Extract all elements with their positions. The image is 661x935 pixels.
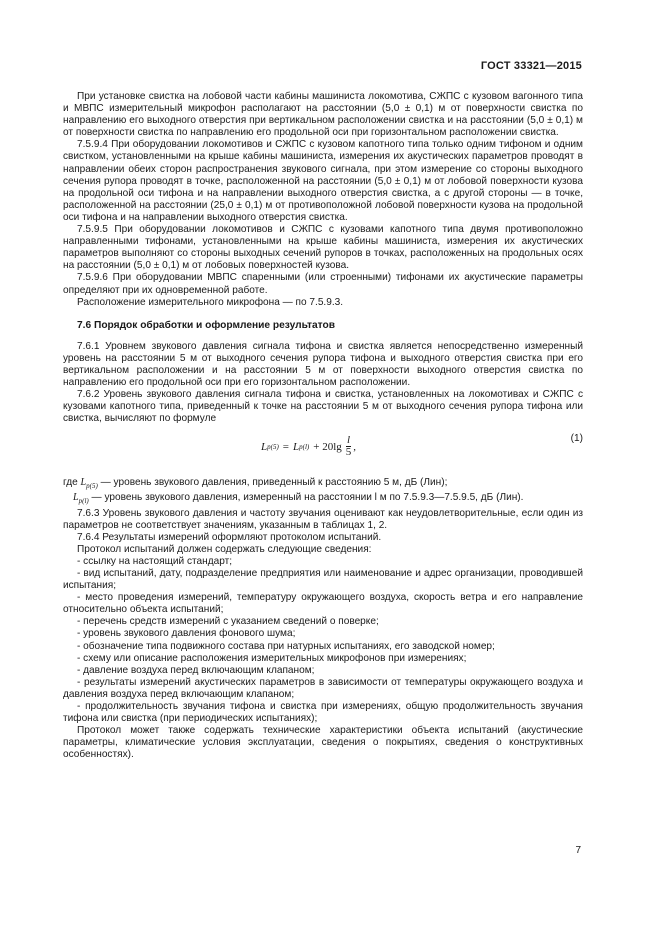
symbol-letter: L	[73, 492, 79, 504]
paragraph: Расположение измерительного микрофона — по 7.5.9.3.	[77, 296, 344, 308]
equation-number: (1)	[570, 433, 583, 445]
document-body	[63, 91, 583, 762]
paragraph: При установке свистка на лобовой части кабины машиниста локомотива, СЖПС с кузовом вагонного типа и МВПС измерительный микрофон располагают на расстоянии (5,0 ± 0,1) м от поверхности свистка по направлению его выходного отверстия при вертикальном расположении свистка и на расстоянии (5,0 ± 0,1) м от поверхности свистка по направлению его продольной оси при горизонтальном расположении свистка.	[63, 91, 583, 139]
where-symbol-1	[80, 477, 98, 491]
symbol-sub: p(5)	[86, 482, 98, 491]
paragraph-7-6-1: 7.6.1 Уровнем звукового давления сигнала тифона и свистка является непосредственно измеренный уровень на расстоянии 5 м от выходного сечения рупора тифона и выходного отверстия свистка при его вертикальном расположении и на расстоянии 5 м от поверхности выходного отверстия свистка по направлению его продольной оси при его горизонтальном расположении.	[63, 340, 583, 388]
where-text-2: — уровень звукового давления, измеренный на расстоянии l м по 7.5.9.3—7.5.9.5, дБ (Лин).	[91, 492, 524, 504]
fraction-denominator: 5	[345, 446, 352, 459]
formula-comma: ,	[353, 440, 357, 453]
list-item: - результаты измерений акустических параметров в зависимости от температуры окружающего воздуха и давления воздуха перед включающим клапаном;	[63, 676, 583, 700]
paragraph-7-6-4: 7.6.4 Результаты измерений оформляют протоколом испытаний.	[77, 531, 382, 543]
list-item: - перечень средств измерений с указанием сведений о поверке;	[77, 616, 379, 628]
list-item: - ссылку на настоящий стандарт;	[77, 555, 233, 567]
formula-lhs-sub: p(5)	[267, 442, 279, 451]
fraction-numerator: l	[346, 434, 351, 447]
paragraph-7-5-9-6: 7.5.9.6 При оборудовании МВПС спаренными (или строенными) тифонами их акустические параметры определяют при их одновременной работе.	[63, 272, 583, 296]
list-item: - продолжительность звучания тифона и свистка при измерениях, общую продолжительность звучания тифона или свистка (при периодических испытаниях);	[63, 701, 583, 725]
list-item: - схему или описание расположения измерительных микрофонов при измерениях;	[77, 652, 467, 664]
standard-header: ГОСТ 33321—2015	[480, 60, 582, 72]
closing-paragraph: Протокол может также содержать технические характеристики объекта испытаний (акустические параметры, климатические условия эксплуатации, сведения о покрытиях, сведения о конструктивных особенностях).	[63, 725, 583, 761]
formula-rhs: L	[293, 440, 300, 453]
where-symbol-2	[73, 492, 89, 506]
symbol-sub: p(l)	[78, 497, 89, 506]
section-title: 7.6 Порядок обработки и оформление результатов	[77, 319, 335, 331]
formula-log-term: + 20lg	[313, 440, 342, 453]
where-line-2	[63, 492, 583, 507]
paragraph-7-5-9-4: 7.5.9.4 При оборудовании локомотивов и СЖПС с кузовом капотного типа только одним тифоном и одним свистком, установленными на крыше кабины машиниста, измерения их акустических параметров проводят в направлении обеих сторон распространения звукового сигнала, при этом измерение со стороны выходного сечения рупора проводят в точке, расположенной на расстоянии (5,0 ± 0,1) м от лобовой поверхности кузова на продольной оси тифона и на направлении выходного отверстия свистка, а с другой стороны — в точке, расположенной на расстоянии (25,0 ± 0,1) м от противоположной лобовой поверхности кузова на продольной оси тифона и на направлении выходного отверстия свистка.	[63, 139, 583, 223]
list-item: - вид испытаний, дату, подразделение предприятия или наименование и адрес организации, проводившей испытания;	[63, 568, 583, 592]
page-number: 7	[575, 845, 581, 856]
formula-block	[63, 431, 583, 471]
symbol-letter: L	[80, 477, 87, 489]
paragraph-7-6-3: 7.6.3 Уровень звукового давления и частоту звучания оценивают как неудовлетворительные, если один из параметров не соответствует значениям, указанным в таблицах 1, 2.	[63, 507, 583, 531]
where-line-1	[63, 477, 583, 492]
list-item: - давление воздуха перед включающим клапаном;	[77, 664, 315, 676]
paragraph-7-6-2: 7.6.2 Уровень звукового давления сигнала тифона и свистка, установленных на локомотивах и СЖПС с кузовами капотного типа, приведенный к точке на расстоянии 5 м от выходного сечения рупора тифона или свистка, вычисляют по формуле	[63, 389, 583, 425]
formula-fraction	[345, 435, 353, 458]
where-text-1: — уровень звукового давления, приведенный к расстоянию 5 м, дБ (Лин);	[100, 477, 448, 489]
where-prefix: где	[63, 477, 78, 489]
list-item: - уровень звукового давления фонового шума;	[77, 628, 296, 640]
formula-lhs: L	[261, 440, 268, 453]
paragraph-7-5-9-5: 7.5.9.5 При оборудовании локомотивов и СЖПС с кузовами капотного типа двумя противоположно направленными тифонами, установленными на крыше кабины машиниста, измерения их акустических параметров выполняют со стороны выходных сечений рупоров в точках, расположенных на продольных осях на расстоянии (5,0 ± 0,1) м от лобовых поверхностей кузова.	[63, 224, 583, 272]
formula-equals: =	[282, 440, 290, 453]
formula	[261, 435, 356, 458]
paragraph: Протокол испытаний должен содержать следующие сведения:	[77, 543, 372, 555]
list-item: - обозначение типа подвижного состава при натурных испытаниях, его заводской номер;	[77, 640, 495, 652]
list-item: - место проведения измерений, температуру окружающего воздуха, скорость ветра и его направление относительно объекта испытаний;	[63, 592, 583, 616]
formula-rhs-sub: p(l)	[299, 442, 310, 451]
